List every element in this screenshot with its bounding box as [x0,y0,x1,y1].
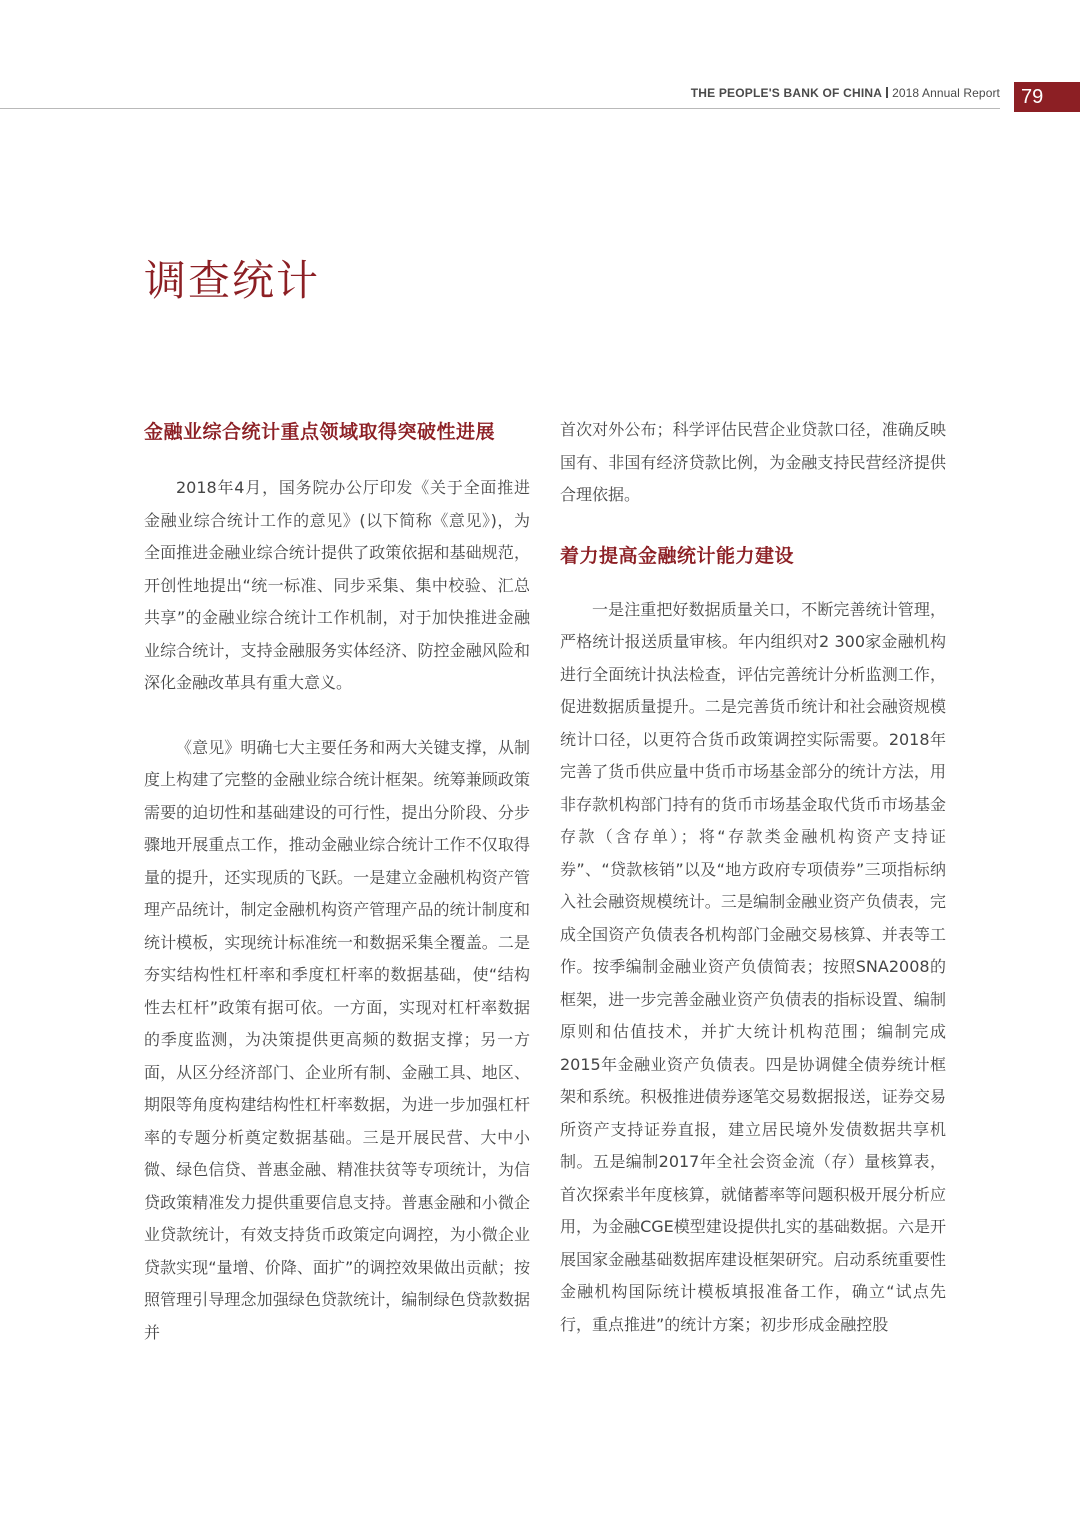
page-number: 79 [1014,82,1080,112]
header-report-title: 2018 Annual Report [892,86,1000,100]
section-heading-capacity-building: 着力提高金融统计能力建设 [560,544,795,567]
body-paragraph: 2018年4月，国务院办公厅印发《关于全面推进金融业综合统计工作的意见》(以下简称《意见》)，为全面推进金融业综合统计提供了政策依据和基础规范，开创性地提出“统一标准、同步采集、集中校验、汇总共享”的金融业综合统计工作机制，对于加快推进金融业综合统计，支持金融服务实体经济、防控金融风险和深化金融改革具有重大意义。 [144,478,530,692]
section-heading-comprehensive-statistics: 金融业综合统计重点领域取得突破性进展 [144,421,496,443]
chapter-title: 调查统计 [144,256,321,305]
running-header [691,86,1000,100]
header-rule [0,108,1000,109]
header-separator [886,87,888,98]
body-paragraph-continuation: 首次对外公布；科学评估民营企业贷款口径，准确反映国有、非国有经济贷款比例，为金融支持民营经济提供合理依据。 [560,420,946,504]
body-paragraph: 《意见》明确七大主要任务和两大关键支撑，从制度上构建了完整的金融业综合统计框架。统筹兼顾政策需要的迫切性和基础建设的可行性，提出分阶段、分步骤地开展重点工作，推动金融业综合统计工作不仅取得量的提升，还实现质的飞跃。一是建立金融机构资产管理产品统计，制定金融机构资产管理产品的统计制度和统计模板，实现统计标准统一和数据采集全覆盖。二是夯实结构性杠杆率和季度杠杆率的数据基础，使“结构性去杠杆”政策有据可依。一方面，实现对杠杆率数据的季度监测，为决策提供更高频的数据支撑；另一方面，从区分经济部门、企业所有制、金融工具、地区、期限等角度构建结构性杠杆率数据，为进一步加强杠杆率的专题分析奠定数据基础。三是开展民营、大中小微、绿色信贷、普惠金融、精准扶贫等专项统计，为信贷政策精准发力提供重要信息支持。普惠金融和小微企业贷款统计，有效支持货币政策定向调控，为小微企业贷款实现“量增、价降、面扩”的调控效果做出贡献；按照管理引导理念加强绿色贷款统计，编制绿色贷款数据并 [144,737,530,1342]
right-column [560,414,946,1341]
left-column [144,414,530,1349]
body-paragraph: 一是注重把好数据质量关口，不断完善统计管理，严格统计报送质量审核。年内组织对2 300家金融机构进行全面统计执法检查，评估完善统计分析监测工作，促进数据质量提升。二是完善货币统计和社会融资规模统计口径，以更符合货币政策调控实际需要。2018年完善了货币供应量中货币市场基金部分的统计方法，用非存款机构部门持有的货币市场基金取代货币市场基金存款（含存单）；将“存款类金融机构资产支持证券”、“贷款核销”以及“地方政府专项债券”三项指标纳入社会融资规模统计。三是编制金融业资产负债表，完成全国资产负债表各机构部门金融交易核算、并表等工作。按季编制金融业资产负债简表；按照SNA2008的框架，进一步完善金融业资产负债表的指标设置、编制原则和估值技术，并扩大统计机构范围；编制完成2015年金融业资产负债表。四是协调健全债券统计框架和系统。积极推进债券逐笔交易数据报送，证券交易所资产支持证券直报，建立居民境外发债数据共享机制。五是编制2017年全社会资金流（存）量核算表，首次探索半年度核算，就储蓄率等问题积极开展分析应用，为金融CGE模型建设提供扎实的基础数据。六是开展国家金融基础数据库建设框架研究。启动系统重要性金融机构国际统计模板填报准备工作，确立“试点先行，重点推进”的统计方案；初步形成金融控股 [560,599,946,1334]
header-organization: THE PEOPLE'S BANK OF CHINA [690,86,883,100]
